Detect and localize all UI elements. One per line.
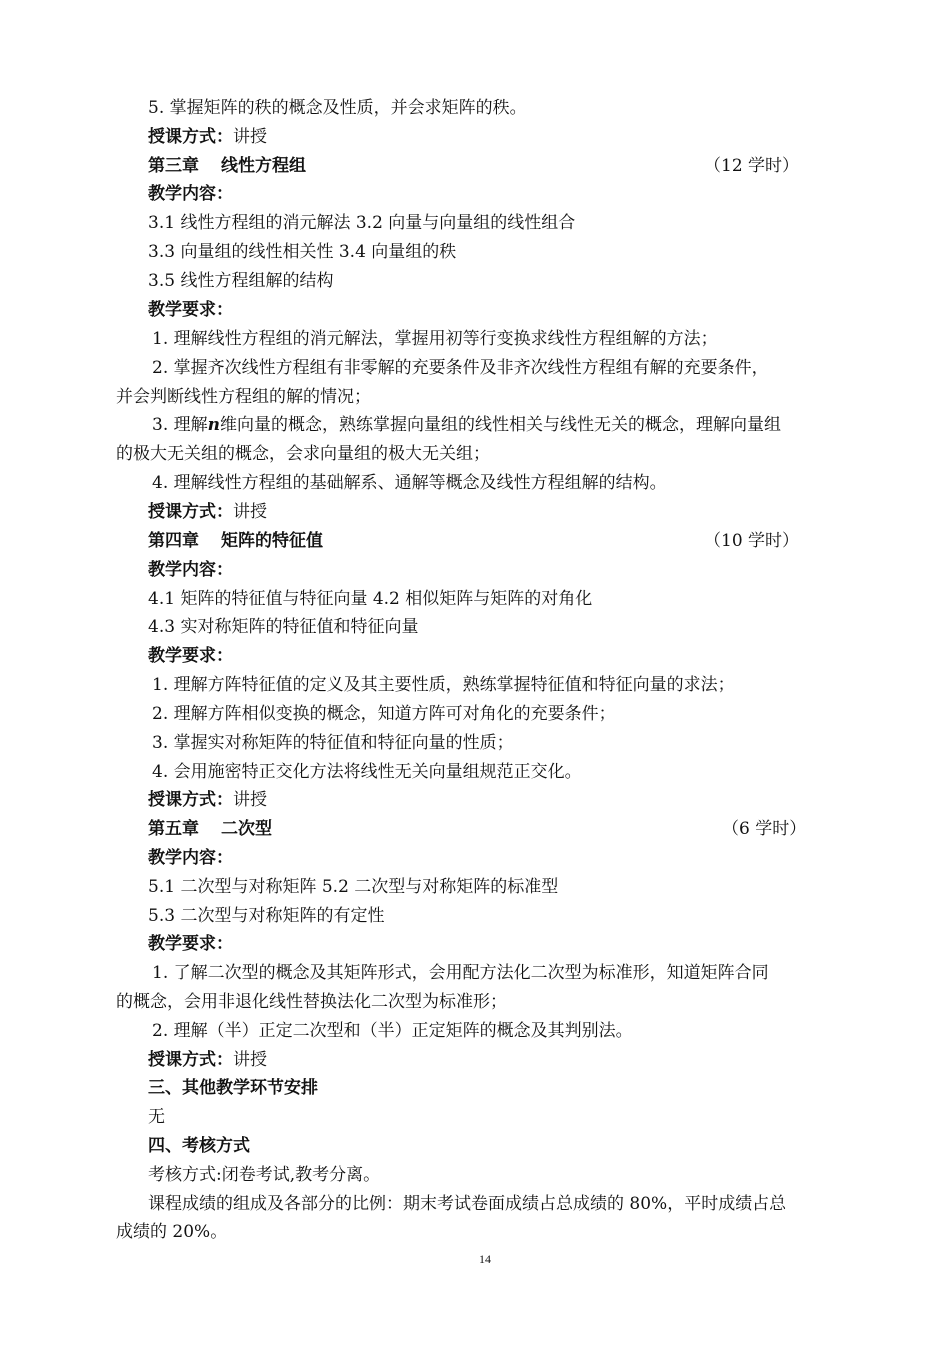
teaching-content-label: 教学内容：: [148, 848, 233, 868]
content-item: 4.3 实对称矩阵的特征值和特征向量: [148, 617, 419, 637]
requirement-item: 1. 理解方阵特征值的定义及其主要性质，熟练掌握特征值和特征向量的求法；: [152, 675, 735, 695]
requirement-item: 1. 了解二次型的概念及其矩阵形式，会用配方法化二次型为标准形，知道矩阵合同: [152, 963, 769, 983]
teaching-method: 授课方式：讲授: [148, 790, 267, 810]
requirement-item-cont: 的概念，会用非退化线性替换法化二次型为标准形；: [116, 992, 507, 1012]
chapter-4-hours: （10 学时）: [704, 531, 800, 551]
requirement-item: 3. 理解n维向量的概念，熟练掌握向量组的线性相关与线性无关的概念，理解向量组: [152, 415, 781, 435]
requirement-item-cont: 的极大无关组的概念，会求向量组的极大无关组；: [116, 444, 490, 464]
label: 授课方式：: [148, 127, 233, 147]
grade-composition: 课程成绩的组成及各部分的比例：期末考试卷面成绩占总成绩的 80%，平时成绩占总: [148, 1194, 787, 1214]
requirement-item: 2. 理解（半）正定二次型和（半）正定矩阵的概念及其判别法。: [152, 1021, 633, 1041]
teaching-method: 授课方式：讲授: [148, 502, 267, 522]
section-3-heading: 三、其他教学环节安排: [148, 1078, 318, 1098]
teaching-method: 授课方式：讲授: [148, 1050, 267, 1070]
chapter-5-heading: 第五章 二次型: [148, 819, 272, 839]
content-item: 3.5 线性方程组解的结构: [148, 271, 334, 291]
teaching-content-label: 教学内容：: [148, 560, 233, 580]
teaching-requirement-label: 教学要求：: [148, 300, 233, 320]
value: 讲授: [233, 127, 267, 147]
requirement-item: 1. 理解线性方程组的消元解法，掌握用初等行变换求线性方程组解的方法；: [152, 329, 718, 349]
teaching-requirement-label: 教学要求：: [148, 934, 233, 954]
content-item: 5.3 二次型与对称矩阵的有定性: [148, 906, 385, 926]
teaching-method: [148, 127, 868, 147]
requirement-item: 4. 理解线性方程组的基础解系、通解等概念及线性方程组解的结构。: [152, 473, 667, 493]
assessment-method: 考核方式:闭卷考试,教考分离。: [148, 1165, 381, 1185]
section-4-heading: 四、考核方式: [148, 1136, 250, 1156]
requirement-item: 2. 理解方阵相似变换的概念，知道方阵可对角化的充要条件；: [152, 704, 616, 724]
requirement-item: 4. 会用施密特正交化方法将线性无关向量组规范正交化。: [152, 762, 582, 782]
grade-composition-cont: 成绩的 20%。: [116, 1222, 228, 1242]
teaching-requirement-label: 教学要求：: [148, 646, 233, 666]
content-item: 3.1 线性方程组的消元解法 3.2 向量与向量组的线性组合: [148, 213, 576, 233]
requirement-item: 5. 掌握矩阵的秩的概念及性质，并会求矩阵的秩。: [148, 98, 527, 118]
requirement-item: 2. 掌握齐次线性方程组有非零解的充要条件及非齐次线性方程组有解的充要条件，: [152, 358, 769, 378]
requirement-item-cont: 并会判断线性方程组的解的情况；: [116, 387, 371, 407]
page-number: 14: [479, 1252, 491, 1266]
requirement-item: 3. 掌握实对称矩阵的特征值和特征向量的性质；: [152, 733, 514, 753]
chapter-4-heading: 第四章 矩阵的特征值: [148, 531, 323, 551]
content-item: 3.3 向量组的线性相关性 3.4 向量组的秩: [148, 242, 457, 262]
chapter-3-hours: （12 学时）: [704, 156, 800, 176]
content-item: 4.1 矩阵的特征值与特征向量 4.2 相似矩阵与矩阵的对角化: [148, 589, 593, 609]
chapter-3-heading: 第三章 线性方程组: [148, 156, 306, 176]
teaching-content-label: 教学内容：: [148, 184, 233, 204]
section-3-body: 无: [148, 1107, 165, 1127]
chapter-5-hours: （6 学时）: [722, 819, 807, 839]
content-item: 5.1 二次型与对称矩阵 5.2 二次型与对称矩阵的标准型: [148, 877, 559, 897]
